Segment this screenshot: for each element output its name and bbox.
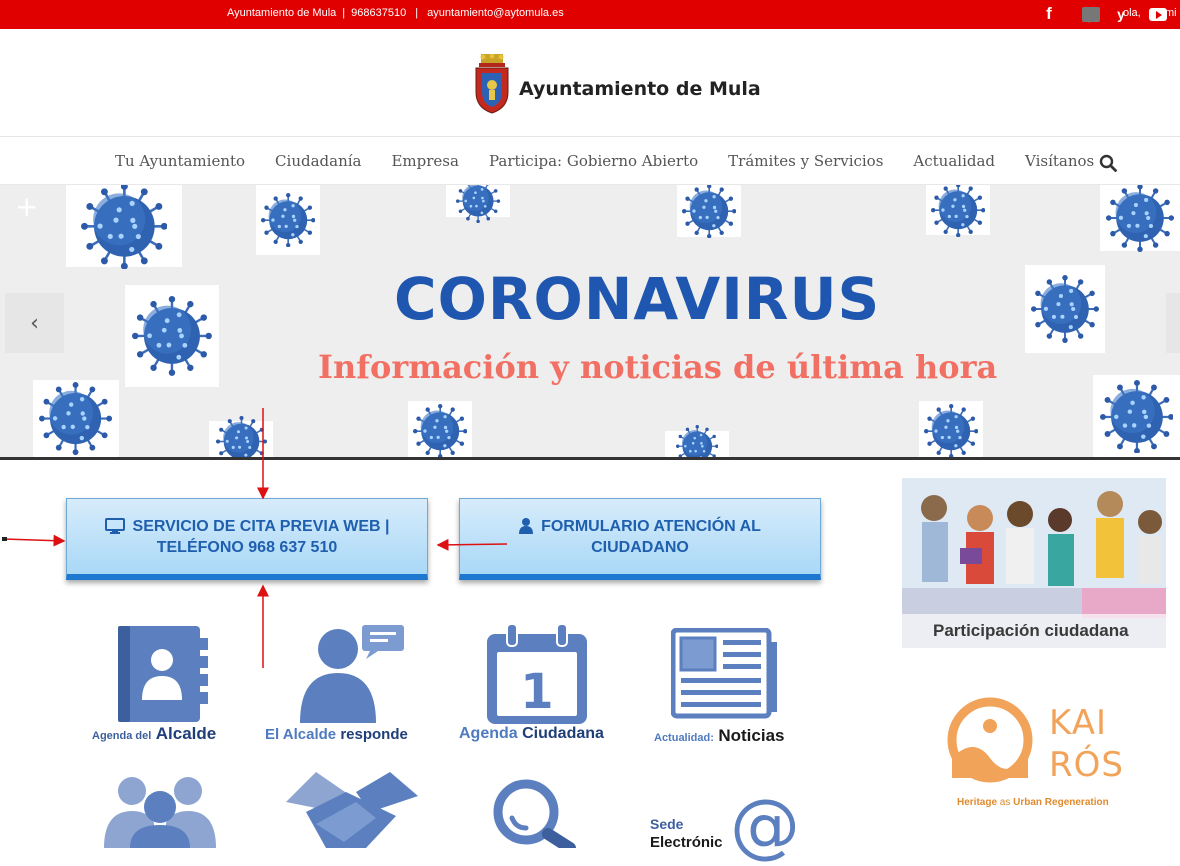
nav-item-participa[interactable]: Participa: Gobierno Abierto: [489, 152, 698, 170]
main-nav: [0, 138, 1180, 185]
form-line-1: FORMULARIO ATENCIÓN AL: [541, 518, 761, 535]
group-people-icon: [104, 773, 216, 848]
svg-text:1: 1: [520, 664, 553, 720]
email-link[interactable]: ayuntamiento@aytomula.es: [427, 7, 564, 19]
facebook-icon[interactable]: f: [1040, 3, 1058, 25]
site-header: [0, 29, 1180, 137]
promo-caption: Participación ciudadana: [902, 614, 1166, 648]
cita-line-1: SERVICIO DE CITA PREVIA WEB |: [133, 518, 390, 535]
virus-icon: [33, 380, 119, 458]
monitor-icon: [105, 518, 125, 534]
chevron-left-icon: ‹: [30, 311, 39, 336]
nav-item-visitanos[interactable]: Visítanos: [1025, 152, 1094, 170]
formulario-atencion-button[interactable]: [459, 498, 821, 580]
virus-icon: [125, 285, 219, 387]
hero-slider: [0, 185, 1180, 458]
virus-icon: [1093, 375, 1180, 458]
top-bar: [0, 0, 1180, 29]
kairos-wordmark: KAI RÓS: [1049, 702, 1124, 786]
contact-info: Ayuntamiento de Mula | 968637510 | ayuntamiento@aytomula.es: [224, 7, 567, 19]
coat-of-arms-logo[interactable]: [473, 54, 511, 114]
virus-icon: [919, 401, 983, 458]
participacion-ciudadana-banner[interactable]: [902, 478, 1166, 648]
arrow-right: [4, 539, 64, 541]
slide-subtitle: Información y noticias de última hora: [318, 348, 997, 386]
twitter-icon[interactable]: y: [1112, 3, 1130, 25]
nav-item-ciudadania[interactable]: Ciudadanía: [275, 152, 361, 170]
cita-previa-button[interactable]: [66, 498, 428, 580]
newspaper-icon: [671, 628, 779, 720]
org-name: Ayuntamiento de Mula: [227, 7, 336, 19]
virus-icon: [446, 185, 510, 217]
virus-icon: [926, 185, 990, 235]
calendar-icon: [485, 624, 589, 726]
site-title[interactable]: Ayuntamiento de Mula: [519, 78, 761, 100]
cita-line-2: TELÉFONO 968 637 510: [157, 539, 338, 556]
virus-icon: [209, 421, 273, 458]
virus-icon: [66, 185, 182, 267]
overlap-text: mi: [1165, 7, 1177, 19]
search-icon[interactable]: [1099, 154, 1117, 172]
at-icon: @: [730, 790, 800, 860]
virus-icon: [677, 185, 741, 237]
virus-icon: [1100, 185, 1180, 251]
form-line-2: CIUDADANO: [591, 539, 689, 556]
slider-divider: [0, 457, 1180, 460]
person-chat-icon: [300, 625, 406, 725]
user-icon: [519, 518, 533, 534]
virus-icon: [1025, 265, 1105, 353]
nav-item-tu-ayuntamiento[interactable]: Tu Ayuntamiento: [115, 152, 245, 170]
plus-icon: +: [15, 190, 38, 223]
nav-item-actualidad[interactable]: Actualidad: [913, 152, 995, 170]
phone-number[interactable]: 968637510: [351, 7, 406, 19]
slider-next-button[interactable]: [1166, 293, 1180, 353]
nav-item-empresa[interactable]: Empresa: [391, 152, 458, 170]
kairos-tagline: Heritage as Urban Regeneration: [957, 797, 1109, 808]
slide-title: CORONAVIRUS: [394, 265, 880, 333]
chat-icon[interactable]: [1081, 3, 1101, 25]
address-book-icon: [118, 626, 210, 724]
magnifier-icon: [490, 776, 580, 848]
overlap-text: ola,: [1123, 7, 1141, 19]
virus-icon: [256, 185, 320, 255]
handshake-icon: [286, 772, 418, 848]
slider-prev-button[interactable]: [5, 293, 64, 353]
nav-item-tramites[interactable]: Trámites y Servicios: [728, 152, 883, 170]
virus-icon: [665, 431, 729, 458]
virus-icon: [408, 401, 472, 458]
